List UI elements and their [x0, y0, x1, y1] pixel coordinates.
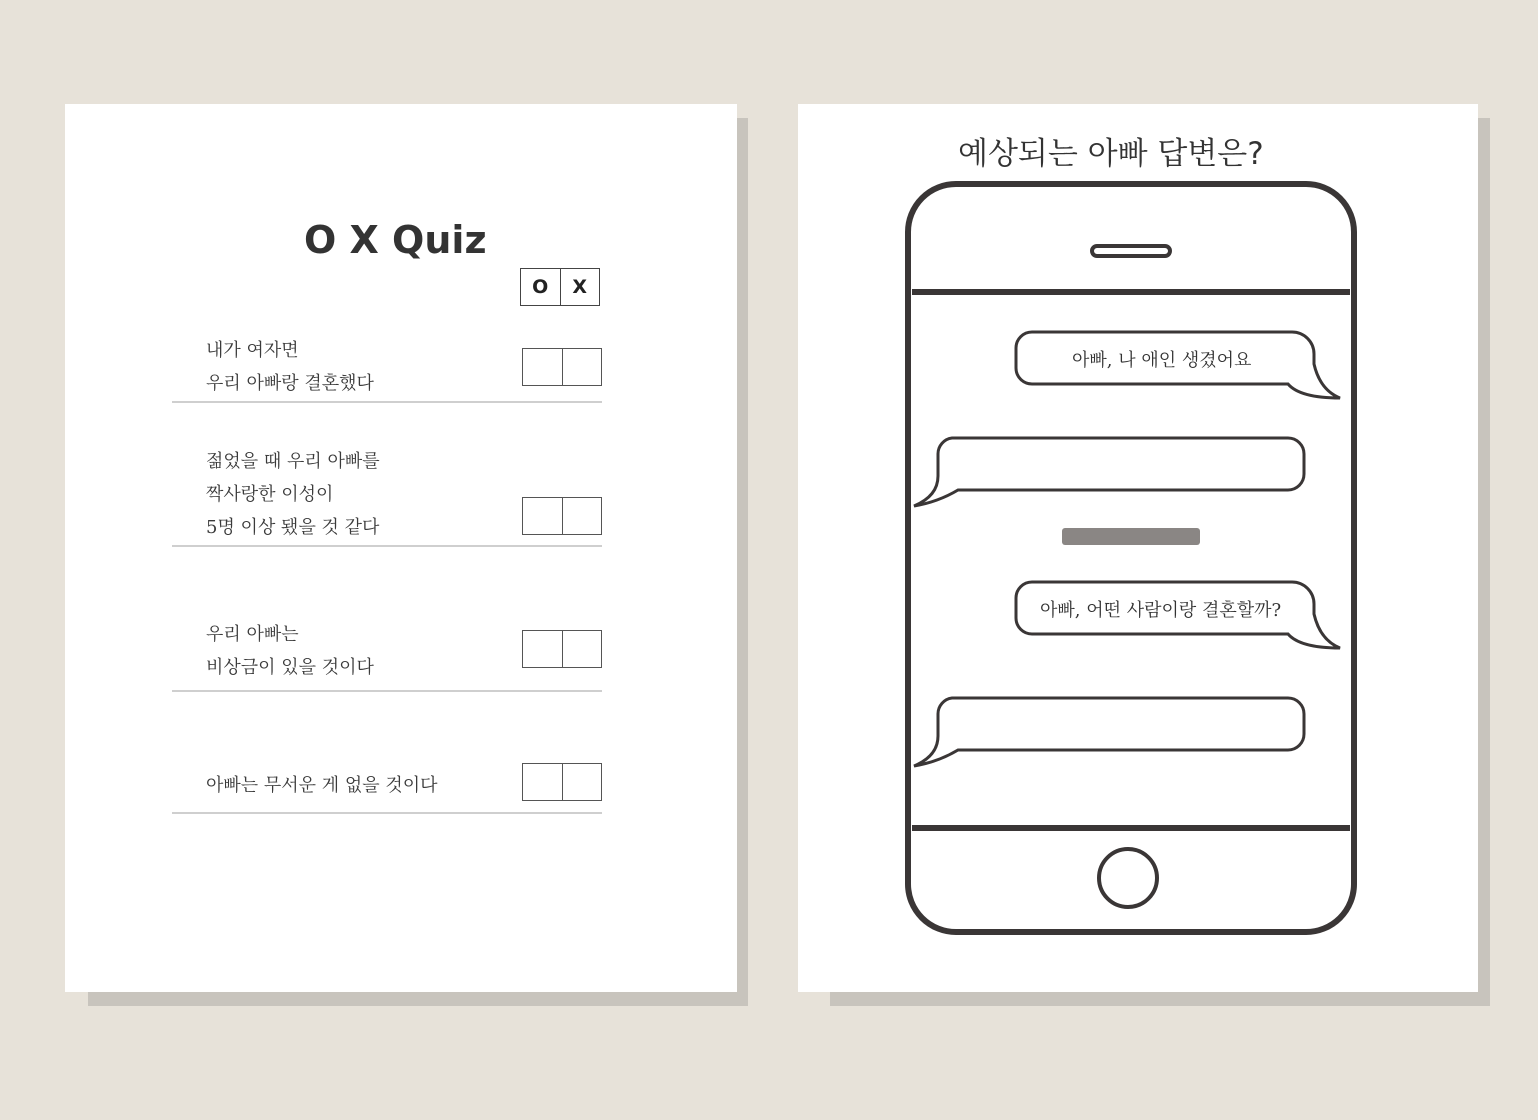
answer-1-x-cell[interactable]	[563, 349, 602, 385]
ox-header-x: X	[572, 276, 588, 298]
question-2	[206, 445, 380, 544]
answer-box-2[interactable]	[522, 497, 602, 535]
answer-3-o-cell[interactable]	[523, 631, 563, 667]
answer-box-4[interactable]	[522, 763, 602, 801]
question-3-line-2: 비상금이 있을 것이다	[206, 657, 374, 678]
answer-3-x-cell[interactable]	[563, 631, 602, 667]
received-bubble-2	[914, 698, 1304, 766]
question-2-line-1: 젊었을 때 우리 아빠를	[206, 451, 380, 472]
message-text-3: 아빠, 어떤 사람이랑 결혼할까?	[1040, 600, 1282, 621]
question-1	[206, 334, 374, 400]
ox-header-o: O	[521, 269, 561, 305]
received-bubble-1	[914, 438, 1304, 506]
answer-4-o-cell[interactable]	[523, 764, 563, 800]
question-4-line-1: 아빠는 무서운 게 없을 것이다	[206, 775, 438, 796]
answer-2-o-cell[interactable]	[523, 498, 563, 534]
quiz-title: O X Quiz	[304, 218, 487, 262]
answer-2-x-cell[interactable]	[563, 498, 602, 534]
phone-illustration	[800, 170, 1380, 950]
question-divider	[172, 812, 602, 814]
home-button-icon	[1099, 849, 1157, 907]
question-divider	[172, 545, 602, 547]
question-3	[206, 618, 374, 684]
date-divider-bar	[1062, 528, 1200, 545]
question-divider	[172, 401, 602, 403]
speaker-icon	[1092, 246, 1170, 256]
question-2-line-3: 5명 이상 됐을 것 같다	[206, 517, 380, 538]
question-4	[206, 769, 438, 802]
question-2-line-2: 짝사랑한 이성이	[206, 484, 334, 505]
phone-page-title: 예상되는 아빠 답변은?	[958, 136, 1264, 172]
phone-outline	[908, 184, 1354, 932]
answer-1-o-cell[interactable]	[523, 349, 563, 385]
answer-4-x-cell[interactable]	[563, 764, 602, 800]
answer-box-3[interactable]	[522, 630, 602, 668]
ox-header	[520, 268, 600, 306]
question-divider	[172, 690, 602, 692]
question-3-line-1: 우리 아빠는	[206, 624, 299, 645]
answer-box-1[interactable]	[522, 348, 602, 386]
question-1-line-2: 우리 아빠랑 결혼했다	[206, 373, 374, 394]
question-1-line-1: 내가 여자면	[206, 340, 299, 361]
message-text-1: 아빠, 나 애인 생겼어요	[1072, 350, 1252, 371]
